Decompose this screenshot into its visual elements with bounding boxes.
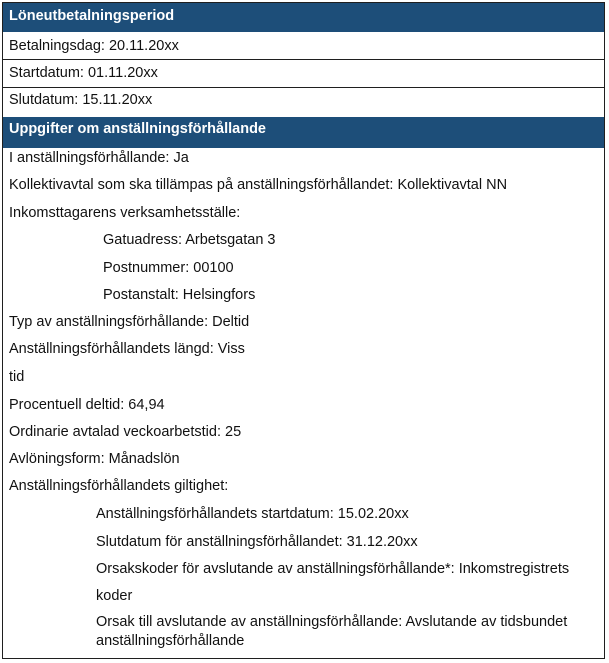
termination-reason: Orsak till avslutande av anställningsförhållande: Avslutande av tidsbundet [96, 614, 568, 630]
validity-start-date: Anställningsförhållandets startdatum: 15.02.20xx [96, 506, 409, 522]
pay-form: Avlöningsform: Månadslön [9, 451, 180, 467]
workplace-label: Inkomsttagarens verksamhetsställe: [9, 205, 241, 221]
payslip-info-table [2, 2, 605, 659]
termination-reason-cont: anställningsförhållande [96, 633, 245, 649]
validity-end-date: Slutdatum för anställningsförhållandet: 31.12.20xx [96, 534, 418, 550]
post-office: Postanstalt: Helsingfors [103, 287, 256, 303]
divider [3, 87, 604, 88]
payment-date: Betalningsdag: 20.11.20xx [9, 38, 179, 54]
employment-duration-cont: tid [9, 369, 25, 385]
section-header-employment: Uppgifter om anställningsförhållande [3, 117, 604, 148]
collective-agreement: Kollektivavtal som ska tillämpas på anställningsförhållandet: Kollektivavtal NN [9, 177, 508, 193]
start-date: Startdatum: 01.11.20xx [9, 65, 158, 81]
employment-type: Typ av anställningsförhållande: Deltid [9, 314, 250, 330]
validity-label: Anställningsförhållandets giltighet: [9, 478, 229, 494]
street-address: Gatuadress: Arbetsgatan 3 [103, 232, 276, 248]
reason-codes-cont: koder [96, 588, 133, 604]
in-employment: I anställningsförhållande: Ja [9, 150, 189, 166]
part-time-percent: Procentuell deltid: 64,94 [9, 397, 165, 413]
postal-code: Postnummer: 00100 [103, 260, 234, 276]
reason-codes: Orsakskoder för avslutande av anställningsförhållande*: Inkomstregistrets [96, 561, 570, 577]
section-header-pay-period: Löneutbetalningsperiod [3, 3, 604, 32]
end-date: Slutdatum: 15.11.20xx [9, 92, 153, 108]
weekly-hours: Ordinarie avtalad veckoarbetstid: 25 [9, 424, 242, 440]
divider [3, 59, 604, 60]
employment-duration: Anställningsförhållandets längd: Viss [9, 341, 245, 357]
